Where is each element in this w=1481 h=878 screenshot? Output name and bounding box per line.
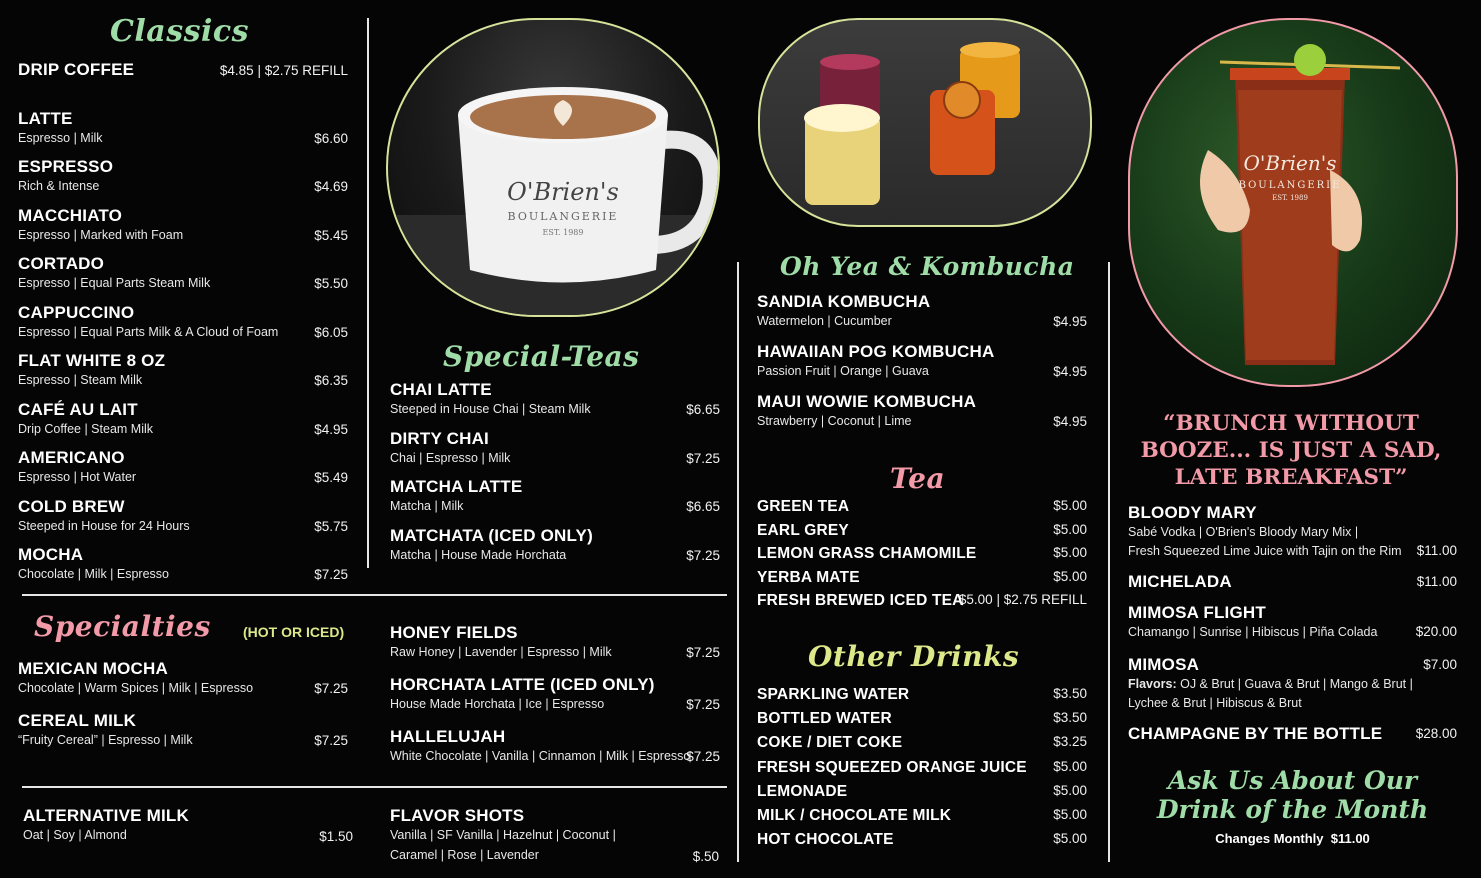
specialteas-name: MATCHA LATTE bbox=[390, 477, 523, 496]
specialties-item bbox=[390, 675, 655, 713]
other-item bbox=[757, 709, 892, 729]
classics-item bbox=[18, 60, 134, 80]
glass-sub-text: BOULANGERIE bbox=[1238, 180, 1342, 191]
classics-item bbox=[18, 206, 183, 244]
specialties-name: HORCHATA LATTE (ICED ONLY) bbox=[390, 675, 655, 694]
specialteas-item bbox=[390, 429, 510, 467]
mimosa-desc-2: Lychee & Brut | Hibiscus & Brut bbox=[1128, 696, 1302, 710]
bloody-mary-desc-2: Fresh Squeezed Lime Juice with Tajin on the Rim bbox=[1128, 544, 1402, 558]
other-item bbox=[757, 733, 902, 753]
mug-sub-text: BOULANGERIE bbox=[507, 210, 619, 223]
specialties-desc: White Chocolate | Vanilla | Cinnamon | Milk | Espresso bbox=[390, 749, 691, 763]
month-sub: Changes Monthly $11.00 bbox=[1215, 831, 1370, 846]
classics-name: CAFÉ AU LAIT bbox=[18, 399, 138, 419]
classics-desc: Rich & Intense bbox=[18, 179, 100, 193]
bloody-mary-item bbox=[1128, 503, 1402, 560]
classics-price: $5.50 bbox=[314, 276, 348, 291]
classics-desc: Espresso | Equal Parts Steam Milk bbox=[18, 276, 211, 290]
classics-title: Classics bbox=[110, 14, 250, 49]
classics-item bbox=[18, 254, 210, 292]
other-name: HOT CHOCOLATE bbox=[757, 831, 894, 849]
tea-name: EARL GREY bbox=[757, 521, 849, 539]
specialteas-title: Special-Teas bbox=[443, 340, 640, 373]
specialteas-name: MATCHATA (ICED ONLY) bbox=[390, 525, 593, 545]
classics-name: LATTE bbox=[18, 108, 73, 128]
kombucha-item bbox=[757, 292, 930, 330]
champagne-item bbox=[1128, 724, 1382, 744]
kombucha-item bbox=[757, 342, 994, 380]
other-name: FRESH SQUEEZED ORANGE JUICE bbox=[757, 758, 1027, 776]
specialties-name: MEXICAN MOCHA bbox=[18, 659, 168, 678]
kombucha-price: $4.95 bbox=[1053, 314, 1087, 329]
specialties-note: (HOT OR ICED) bbox=[243, 624, 345, 640]
tea-name: FRESH BREWED ICED TEA bbox=[757, 592, 964, 609]
alt-milk-item bbox=[23, 806, 189, 844]
mimosa-flight-price: $20.00 bbox=[1415, 624, 1457, 639]
specialteas-item bbox=[390, 477, 522, 515]
mimosa-flavors: OJ & Brut | Guava & Brut | Mango & Brut | bbox=[1176, 677, 1413, 691]
mimosa-price: $7.00 bbox=[1423, 657, 1457, 672]
specialteas-item bbox=[390, 526, 593, 564]
divider-bottom bbox=[22, 786, 727, 788]
flavor-shots-item bbox=[390, 806, 616, 864]
kombucha-name: MAUI WOWIE KOMBUCHA bbox=[757, 392, 977, 411]
specialties-desc: “Fruity Cereal” | Espresso | Milk bbox=[18, 733, 193, 747]
bloody-mary-price: $11.00 bbox=[1416, 543, 1457, 558]
specialteas-desc: Matcha | House Made Horchata bbox=[390, 547, 567, 562]
alt-milk-name: ALTERNATIVE MILK bbox=[23, 806, 189, 825]
other-price: $3.50 bbox=[1053, 686, 1087, 701]
tea-price: $5.00 | $2.75 REFILL bbox=[958, 592, 1087, 607]
specialties-item bbox=[390, 623, 612, 661]
classics-price: $5.49 bbox=[314, 470, 348, 485]
mug-brand-text: O'Brien's bbox=[507, 178, 619, 206]
mimosa-flight-desc: Chamango | Sunrise | Hibiscus | Piña Colada bbox=[1128, 625, 1378, 639]
mimosa-flight-item bbox=[1128, 603, 1377, 641]
divider-col3-right bbox=[1108, 262, 1110, 862]
tea-title: Tea bbox=[890, 462, 946, 495]
divider-col1 bbox=[367, 18, 369, 568]
classics-price: $5.75 bbox=[314, 518, 348, 534]
bloody-mary-desc-1: Sabé Vodka | O'Brien's Bloody Mary Mix | bbox=[1128, 525, 1359, 539]
tea-price: $5.00 bbox=[1053, 498, 1087, 513]
other-item bbox=[757, 758, 1027, 778]
specialteas-name: CHAI LATTE bbox=[390, 380, 492, 399]
quote-line-1: “BRUNCH WITHOUT bbox=[1163, 411, 1419, 436]
alt-milk-price: $1.50 bbox=[319, 829, 353, 844]
tea-price: $5.00 bbox=[1053, 545, 1087, 560]
kombucha-desc: Strawberry | Coconut | Lime bbox=[757, 414, 912, 428]
classics-item bbox=[18, 497, 190, 535]
other-price: $3.25 bbox=[1053, 734, 1087, 750]
tea-item bbox=[757, 497, 849, 517]
classics-price: $6.60 bbox=[314, 130, 348, 146]
divider-col3-left bbox=[737, 262, 739, 862]
classics-desc: Espresso | Equal Parts Milk & A Cloud of Foam bbox=[18, 324, 279, 339]
flavor-shots-desc-1: Vanilla | SF Vanilla | Hazelnut | Coconut | bbox=[390, 828, 616, 842]
classics-price: $6.35 bbox=[314, 373, 348, 388]
glass-brand-text: O'Brien's bbox=[1243, 151, 1337, 175]
classics-desc: Espresso | Milk bbox=[18, 130, 103, 145]
tea-price: $5.00 bbox=[1053, 568, 1087, 584]
classics-price: $5.45 bbox=[314, 227, 348, 243]
specialteas-desc: Chai | Espresso | Milk bbox=[390, 450, 511, 465]
michelada-price: $11.00 bbox=[1416, 574, 1457, 589]
classics-name: DRIP COFFEE bbox=[18, 60, 135, 79]
classics-desc: Espresso | Steam Milk bbox=[18, 373, 143, 387]
flavor-shots-price: $.50 bbox=[692, 849, 719, 864]
kombucha-desc: Watermelon | Cucumber bbox=[757, 314, 892, 328]
specialties-item bbox=[18, 711, 193, 749]
specialties-name: HALLELUJAH bbox=[390, 727, 506, 746]
kombucha-name: HAWAIIAN POG KOMBUCHA bbox=[757, 342, 995, 361]
other-price: $3.50 bbox=[1053, 710, 1087, 726]
mimosa-desc-1 bbox=[1128, 675, 1413, 693]
bloody-mary-photo bbox=[1128, 18, 1458, 387]
glass-est-text: EST. 1989 bbox=[1272, 194, 1308, 202]
classics-item bbox=[18, 303, 278, 341]
other-name: BOTTLED WATER bbox=[757, 710, 892, 728]
tea-price: $5.00 bbox=[1053, 521, 1087, 537]
coffee-mug-photo bbox=[386, 18, 720, 317]
specialties-price: $7.25 bbox=[686, 697, 720, 712]
classics-desc: Espresso | Marked with Foam bbox=[18, 227, 184, 242]
cocktails-photo bbox=[758, 18, 1092, 227]
specialties-name: HONEY FIELDS bbox=[390, 623, 518, 642]
specialties-desc: Chocolate | Warm Spices | Milk | Espresso bbox=[18, 681, 254, 695]
other-drinks-title: Other Drinks bbox=[808, 640, 1020, 673]
tea-name: YERBA MATE bbox=[757, 568, 860, 586]
specialties-title: Specialties bbox=[34, 610, 211, 643]
month-line-1: Ask Us About Our bbox=[1167, 766, 1418, 795]
other-price: $5.00 bbox=[1053, 807, 1087, 822]
classics-price: $4.95 bbox=[314, 421, 348, 437]
other-item bbox=[757, 806, 951, 826]
classics-price: $4.69 bbox=[314, 179, 348, 194]
mimosa-flight-name: MIMOSA FLIGHT bbox=[1128, 603, 1266, 622]
specialteas-price: $6.65 bbox=[686, 402, 720, 417]
brunch-quote bbox=[1128, 410, 1454, 491]
kombucha-item bbox=[757, 392, 976, 430]
specialties-desc: House Made Horchata | Ice | Espresso bbox=[390, 697, 605, 711]
specialties-price: $7.25 bbox=[686, 645, 720, 660]
classics-item bbox=[18, 545, 169, 583]
classics-price: $4.85 | $2.75 REFILL bbox=[219, 63, 348, 78]
other-item bbox=[757, 685, 909, 705]
classics-desc: Steeped in House for 24 Hours bbox=[18, 518, 190, 533]
flavor-shots-desc-2: Caramel | Rose | Lavender bbox=[390, 848, 539, 862]
other-name: SPARKLING WATER bbox=[757, 686, 910, 703]
flavor-shots-name: FLAVOR SHOTS bbox=[390, 806, 525, 825]
michelada-name: MICHELADA bbox=[1128, 572, 1232, 591]
specialties-desc: Raw Honey | Lavender | Espresso | Milk bbox=[390, 645, 612, 659]
classics-price: $7.25 bbox=[314, 567, 348, 582]
tea-item bbox=[757, 591, 964, 611]
kombucha-title: Oh Yea & Kombucha bbox=[780, 252, 1075, 281]
kombucha-desc: Passion Fruit | Orange | Guava bbox=[757, 364, 929, 378]
classics-name: ESPRESSO bbox=[18, 157, 114, 176]
other-price: $5.00 bbox=[1053, 782, 1087, 798]
mimosa-item bbox=[1128, 655, 1413, 712]
specialteas-price: $7.25 bbox=[686, 450, 720, 466]
classics-name: AMERICANO bbox=[18, 448, 125, 467]
classics-price: $6.05 bbox=[314, 324, 348, 340]
tea-item bbox=[757, 544, 976, 564]
specialteas-desc: Steeped in House Chai | Steam Milk bbox=[390, 402, 591, 416]
alt-milk-desc: Oat | Soy | Almond bbox=[23, 828, 127, 842]
tea-item bbox=[757, 521, 849, 541]
tea-item bbox=[757, 568, 860, 588]
bloody-mary-name: BLOODY MARY bbox=[1128, 503, 1257, 522]
other-name: MILK / CHOCOLATE MILK bbox=[757, 807, 952, 824]
specialties-item bbox=[18, 659, 253, 697]
specialteas-price: $7.25 bbox=[686, 547, 720, 563]
classics-name: COLD BREW bbox=[18, 496, 125, 516]
kombucha-name: SANDIA KOMBUCHA bbox=[757, 292, 931, 311]
classics-item bbox=[18, 109, 103, 147]
mug-est-text: EST. 1989 bbox=[542, 228, 584, 237]
classics-name: CORTADO bbox=[18, 254, 105, 273]
classics-desc: Espresso | Hot Water bbox=[18, 470, 137, 484]
specialteas-price: $6.65 bbox=[686, 499, 720, 514]
month-line-2: Drink of the Month bbox=[1156, 795, 1429, 824]
other-price: $5.00 bbox=[1053, 831, 1087, 847]
specialties-name: CEREAL MILK bbox=[18, 711, 137, 730]
classics-desc: Drip Coffee | Steam Milk bbox=[18, 421, 154, 436]
classics-name: FLAT WHITE 8 OZ bbox=[18, 351, 166, 370]
specialteas-desc: Matcha | Milk bbox=[390, 499, 464, 513]
mimosa-name: MIMOSA bbox=[1128, 655, 1200, 674]
drink-of-month bbox=[1120, 766, 1465, 824]
other-name: COKE / DIET COKE bbox=[757, 734, 903, 752]
kombucha-price: $4.95 bbox=[1053, 364, 1087, 379]
specialteas-item bbox=[390, 380, 591, 418]
specialties-price: $7.25 bbox=[314, 733, 348, 748]
other-price: $5.00 bbox=[1053, 758, 1087, 774]
classics-desc: Chocolate | Milk | Espresso bbox=[18, 567, 169, 581]
classics-name: MOCHA bbox=[18, 545, 84, 564]
divider-top bbox=[22, 594, 727, 596]
mimosa-flavors-label: Flavors: bbox=[1128, 677, 1177, 691]
quote-line-2: BOOZE... IS JUST A SAD, bbox=[1140, 438, 1442, 463]
specialteas-name: DIRTY CHAI bbox=[390, 428, 489, 448]
tea-name: LEMON GRASS CHAMOMILE bbox=[757, 545, 977, 562]
classics-name: CAPPUCCINO bbox=[18, 302, 135, 322]
michelada-item bbox=[1128, 572, 1232, 592]
champagne-name: CHAMPAGNE BY THE BOTTLE bbox=[1128, 724, 1383, 743]
specialties-price: $7.25 bbox=[314, 681, 348, 696]
classics-name: MACCHIATO bbox=[18, 205, 123, 225]
classics-item bbox=[18, 400, 153, 438]
other-name: LEMONADE bbox=[757, 782, 848, 800]
specialties-item bbox=[390, 727, 690, 765]
specialties-price: $7.25 bbox=[686, 749, 720, 764]
classics-item bbox=[18, 351, 165, 389]
kombucha-price: $4.95 bbox=[1053, 414, 1087, 429]
quote-line-3: LATE BREAKFAST” bbox=[1174, 465, 1408, 490]
tea-name: GREEN TEA bbox=[757, 498, 850, 515]
classics-item bbox=[18, 157, 113, 195]
other-item bbox=[757, 830, 894, 850]
classics-item bbox=[18, 448, 136, 486]
champagne-price: $28.00 bbox=[1415, 726, 1457, 741]
other-item bbox=[757, 782, 847, 802]
